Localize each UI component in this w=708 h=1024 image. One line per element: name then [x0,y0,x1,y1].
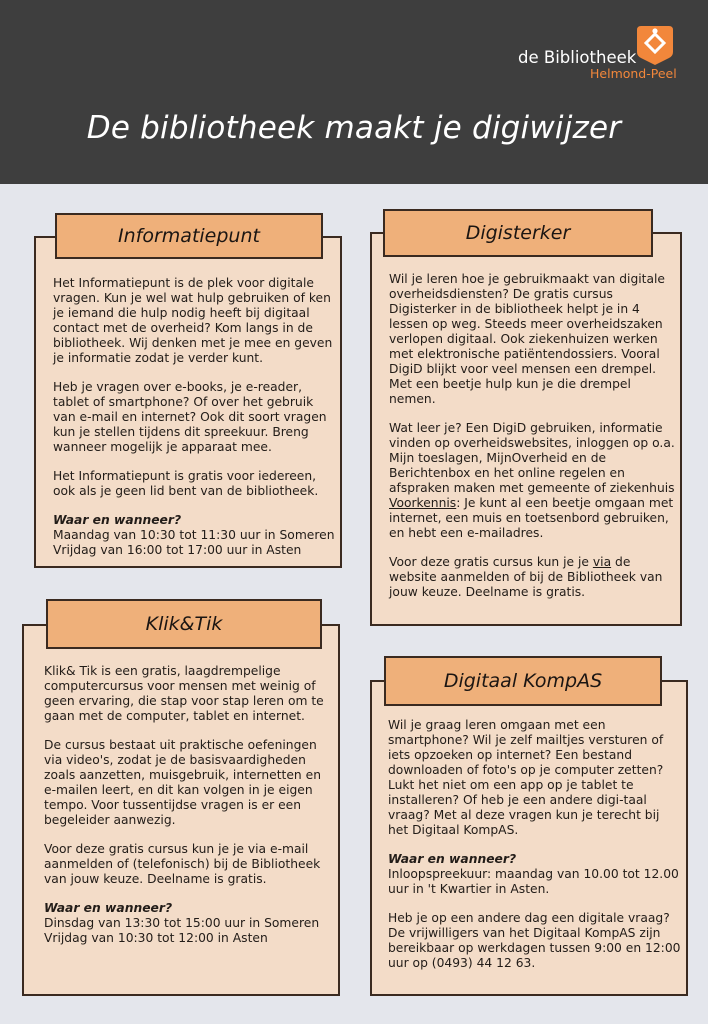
paragraph: Wil je graag leren omgaan met een smartphone? Wil je zelf mailtjes versturen of iets opzoeken op internet? Een bestand downloaden of foto's op je computer zetten? Lukt het niet om een app op je tablet te installeren? Of heb je een andere digi-taal vraag? Met al deze vragen kun je terecht bij het Digitaal KompAS. [388,718,664,837]
header-banner [0,0,708,184]
card-body-kliktik [44,664,332,946]
card-title-kliktik: Klik&Tik [46,599,322,649]
card-body-informatiepunt [53,276,335,558]
card-body-kompas [388,718,682,971]
paragraph: Klik& Tik is een gratis, laagdrempelige computercursus voor mensen met weinig of geen ervaring, die stap voor stap leren om te gaan met de computer, tablet en internet. [44,664,324,723]
when-label: Waar en wanneer? [388,852,517,866]
card-title-digisterker: Digisterker [383,209,653,257]
paragraph: De cursus bestaat uit praktische oefeningen via video's, zodat je de basisvaardigheden zoals aanzetten, muisgebruik, internetten en e-mailen leert, en dit kan volgen in je eigen tempo. Voor tussentijdse vragen is er een begeleider aanwezig. [44,738,321,827]
when-label: Waar en wanneer? [53,513,182,527]
paragraph: Heb je vragen over e-books, je e-reader, tablet of smartphone? Of over het gebruik van e-mail en internet? Ook dit soort vragen kun je stellen tijdens dit spreekuur. Breng wanneer mogelijk je apparaat mee. [53,380,327,454]
learn-text: Wat leer je? Een DigiD gebruiken, informatie vinden op overheidswebsites, inloggen op o.a. Mijn toeslagen, MijnOverheid en de Berichtenbox en het online regelen en afspraken maken met gemeente of ziekenhuis [389,421,675,495]
prior-knowledge [389,496,677,541]
signup-before: Voor deze gratis cursus kun je je [389,555,593,569]
signup-link[interactable]: via [592,555,612,569]
library-logo-icon [635,22,675,66]
paragraph: Heb je op een andere dag een digitale vraag? De vrijwilligers van het Digitaal KompAS zijn bereikbaar op werkdagen tussen 9:00 en 12:00 uur op (0493) 44 12 63. [388,911,681,970]
page-title: De bibliotheek maakt je digiwijzer [86,110,622,146]
card-title-kompas: Digitaal KompAS [384,656,662,706]
when-section [53,513,335,558]
paragraph [389,421,677,541]
signup-paragraph [389,555,677,600]
prior-label: Voorkennis [389,496,457,510]
paragraph: Voor deze gratis cursus kun je je via e-mail aanmelden of (telefonisch) bij de Bibliotheek van jouw keuze. Deelname is gratis. [44,842,321,886]
paragraph: Het Informatiepunt is de plek voor digitale vragen. Kun je wel wat hulp gebruiken of ken je iemand die hulp nodig heeft bij digitaal contact met de overheid? Kom langs in de bibliotheek. Wij denken met je mee en geven je informatie zodat je verder kunt. [53,276,333,365]
when-line: Maandag van 10:30 tot 11:30 uur in Someren [53,528,335,542]
card-title-informatiepunt: Informatiepunt [55,213,323,259]
when-line: Vrijdag van 10:30 tot 12:00 in Asten [44,931,268,945]
when-label: Waar en wanneer? [44,901,173,915]
brand-location: Helmond-Peel [590,66,677,81]
when-line: Dinsdag van 13:30 tot 15:00 uur in Someren [44,916,320,930]
paragraph: Het Informatiepunt is gratis voor iedereen, ook als je geen lid bent van de bibliotheek. [53,469,319,498]
prior-text: : Je kunt al een beetje omgaan met internet, een muis en toetsenbord gebruiken, en hebt een e-mailadres. [389,496,674,540]
when-section [44,901,332,946]
when-text: Inloopspreekuur: maandag van 10.00 tot 12.00 uur in 't Kwartier in Asten. [388,867,679,896]
signup-after: de website aanmelden of bij de Bibliotheek van jouw keuze. Deelname is gratis. [389,555,663,599]
when-section [388,852,682,897]
paragraph: Wil je leren hoe je gebruikmaakt van digitale overheidsdiensten? De gratis cursus Digisterker in de bibliotheek helpt je in 4 lessen op weg. Steeds meer overheidszaken verlopen digitaal. Ook ziekenhuizen werken met elektronische patiëntendossiers. Vooral DigiD blijkt voor veel mensen een drempel. Met een beetje hulp kun je die drempel nemen. [389,272,666,406]
when-line: Vrijdag van 16:00 tot 17:00 uur in Asten [53,543,302,557]
card-body-digisterker [389,272,677,600]
brand-name: de Bibliotheek [518,48,637,67]
